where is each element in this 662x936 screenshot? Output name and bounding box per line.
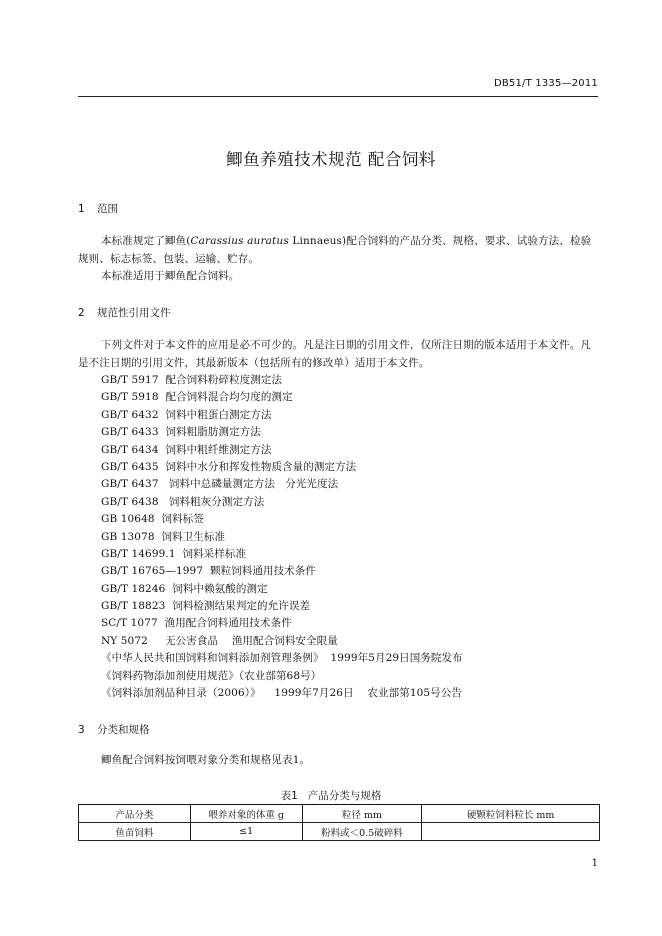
reference-item: SC/T 1077 渔用配合饲料通用技术条件 xyxy=(101,617,292,630)
reference-item: 《中华人民共和国饲料和饲料添加剂管理条例》 1999年5月29日国务院发布 xyxy=(101,652,463,665)
section-heading-classification xyxy=(78,722,150,737)
table-cell: 鱼苗饲料 xyxy=(79,823,191,841)
scope-paragraph xyxy=(78,233,600,268)
reference-item: GB/T 18246 饲料中赖氨酸的测定 xyxy=(101,582,268,595)
reference-item: 《饲料添加剂品种目录（2006）》 1999年7月26日 农业部第105号公告 xyxy=(101,687,462,700)
reference-item: GB/T 18823 饲料检测结果判定的允许误差 xyxy=(101,600,311,613)
reference-item: GB 13078 饲料卫生标准 xyxy=(101,530,226,543)
scope-text-end: Linnaeus)配合饲料的产品分类、规格、要求、试验方法、检验规则、标志标签、包装、运输、贮存。 xyxy=(78,235,592,265)
reference-item: GB/T 5917 配合饲料粉碎粒度测定法 xyxy=(101,374,283,386)
reference-item: GB/T 5918 配合饲料混合均匀度的测定 xyxy=(101,391,293,404)
section-heading-scope xyxy=(78,201,118,216)
table-cell: 粉料或＜0.5破碎料 xyxy=(302,823,422,841)
table-cell xyxy=(422,823,600,841)
table-header-cell: 粒径 mm xyxy=(302,805,422,823)
section-number: 3 xyxy=(78,724,85,736)
table-row xyxy=(79,823,600,841)
product-spec-table xyxy=(78,804,600,841)
reference-item: 《饲料药物添加剂使用规范》（农业部第68号） xyxy=(101,669,322,682)
section-title: 规范性引用文件 xyxy=(97,307,171,319)
reference-item: GB/T 6437 饲料中总磷量测定方法 分光光度法 xyxy=(101,478,339,491)
table-header-cell: 产品分类 xyxy=(79,805,191,823)
reference-item: GB/T 6435 饲料中水分和挥发性物质含量的测定方法 xyxy=(101,460,357,473)
section-title: 分类和规格 xyxy=(97,724,150,736)
section-number: 1 xyxy=(78,203,85,215)
scope-text-start: 本标准规定了鲫鱼( xyxy=(101,235,191,247)
reference-item: GB/T 6434 饲料中粗纤维测定方法 xyxy=(101,443,272,456)
reference-item: GB/T 6433 饲料粗脂肪测定方法 xyxy=(101,426,261,439)
reference-list xyxy=(101,372,463,702)
reference-item: GB 10648 饲料标签 xyxy=(101,513,204,526)
table-header-cell: 喂养对象的体重 g xyxy=(190,805,302,823)
reference-item: GB/T 16765—1997 颗粒饲料通用技术条件 xyxy=(101,565,316,578)
scope-applicability: 本标准适用于鲫鱼配合饲料。 xyxy=(101,270,240,282)
table-caption: 表1 产品分类与规格 xyxy=(280,790,382,802)
table-header-cell: 硬颗粒饲料粒长 mm xyxy=(422,805,600,823)
reference-item: GB/T 14699.1 饲料采样标准 xyxy=(101,547,247,560)
document-code: DB51/T 1335—2011 xyxy=(493,78,598,89)
section-heading-references xyxy=(78,305,171,320)
table-header-row xyxy=(79,805,600,823)
section-number: 2 xyxy=(78,307,85,319)
document-title: 鲫鱼养殖技术规范 配合饲料 xyxy=(226,150,436,169)
latin-species-name: Carassius auratus xyxy=(190,235,289,247)
classification-paragraph: 鲫鱼配合饲料按饲喂对象分类和规格见表1。 xyxy=(101,754,311,766)
references-intro: 下列文件对于本文件的应用是必不可少的。凡是注日期的引用文件，仅所注日期的版本适用于本文件。凡是不注日期的引用文件，其最新版本（包括所有的修改单）适用于本文件。 xyxy=(78,339,591,369)
header-divider xyxy=(78,96,598,97)
page-number: 1 xyxy=(591,858,598,869)
section-title: 范围 xyxy=(97,203,118,215)
reference-item: GB/T 6432 饲料中粗蛋白测定方法 xyxy=(101,408,272,421)
reference-item: GB/T 6438 饲料粗灰分测定方法 xyxy=(101,495,265,508)
table-cell: ≤1 xyxy=(190,823,302,841)
reference-item: NY 5072 无公害食品 渔用配合饲料安全限量 xyxy=(101,634,338,647)
